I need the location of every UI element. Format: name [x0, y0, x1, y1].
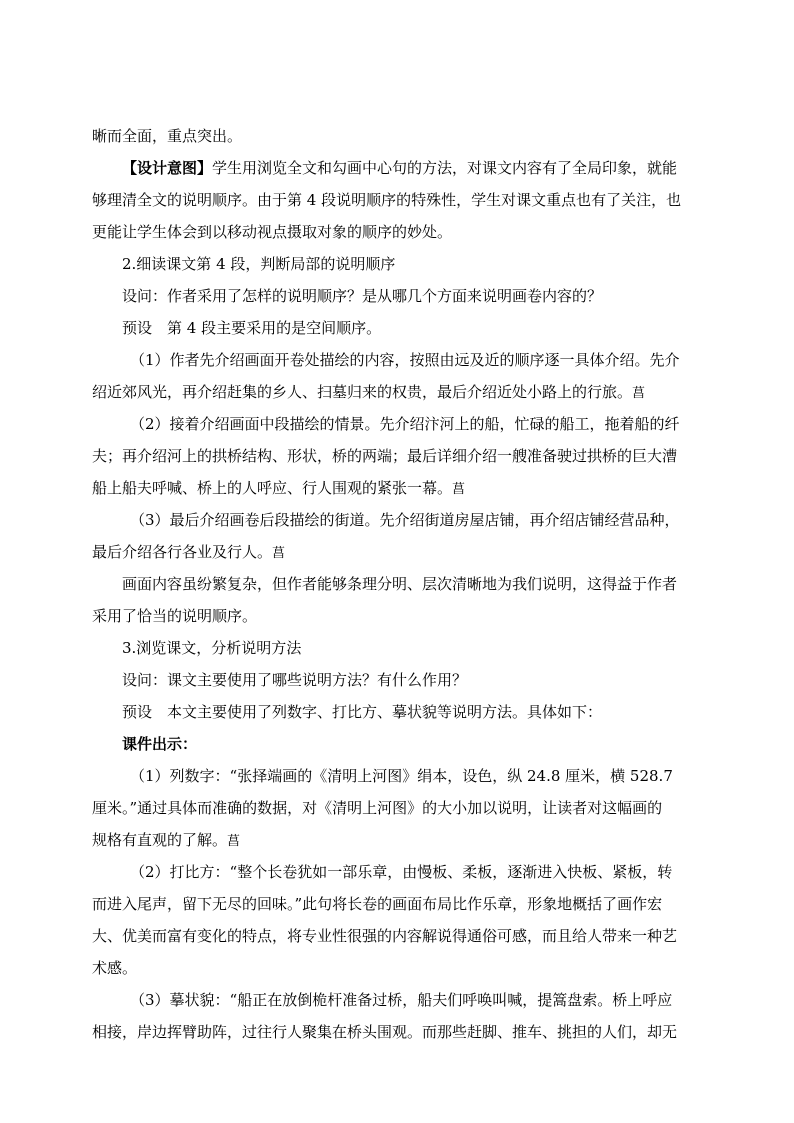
- paragraph-line: （2）接着介绍画面中段描绘的情景。先介绍汴河上的船，忙碌的船工，拖着船的纤: [130, 415, 680, 433]
- stray-mark: 菖: [227, 834, 241, 849]
- paragraph-text: 学生用浏览全文和勾画中心句的方法，对课文内容有了全局印象，就能: [212, 159, 678, 177]
- paragraph-line: 采用了恰当的说明顺序。: [92, 607, 258, 625]
- paragraph-line: 而进入尾声，留下无尽的回味。”此句将长卷的画面布局比作乐章，形象地概括了画作宏: [92, 895, 663, 913]
- paragraph-text: 绍近郊风光，再介绍赶集的乡人、扫墓归来的权贵，最后介绍近处小路上的行旅。: [92, 383, 633, 401]
- stray-mark: 菖: [632, 386, 646, 401]
- paragraph-line: 术感。: [92, 959, 138, 977]
- paragraph-line: 晰而全面，重点突出。: [92, 127, 243, 145]
- paragraph-line: 相接，岸边挥臂助阵，过往行人聚集在桥头围观。而那些赶脚、推车、挑担的人们，却无: [92, 1023, 678, 1041]
- answer-line: 预设 第 4 段主要采用的是空间顺序。: [122, 319, 382, 337]
- paragraph-line: 够理清全文的说明顺序。由于第 4 段说明顺序的特殊性，学生对课文重点也有了关注，也: [92, 191, 682, 209]
- paragraph-line: 大、优美而富有变化的特点，将专业性很强的内容解说得通俗可感，而且给人带来一种艺: [92, 927, 678, 945]
- paragraph-line: [92, 382, 645, 402]
- paragraph-line: [92, 830, 240, 850]
- stray-mark: 菖: [452, 482, 466, 497]
- question-line: 设问：作者采用了怎样的说明顺序？是从哪几个方面来说明画卷内容的？: [122, 287, 603, 305]
- paragraph-line: （3）最后介绍画卷后段描绘的街道。先介绍街道房屋店铺，再介绍店铺经营品种，: [130, 511, 680, 529]
- question-line: 设问：课文主要使用了哪些说明方法？有什么作用？: [122, 671, 468, 689]
- paragraph-text: 规格有直观的了解。: [92, 831, 228, 849]
- stray-mark: 菖: [272, 546, 286, 561]
- paragraph-line: [92, 542, 285, 562]
- paragraph-line: （1）列数字：“张择端画的《清明上河图》绢本，设色，纵 24.8 厘米，横 528.7: [130, 767, 673, 785]
- paragraph-line: 画面内容虽纷繁复杂，但作者能够条理分明、层次清晰地为我们说明，这得益于作者: [122, 575, 678, 593]
- courseware-heading: 课件出示：: [122, 735, 198, 753]
- paragraph-line: 夫；再介绍河上的拱桥结构、形状，桥的两端；最后详细介绍一艘准备驶过拱桥的巨大漕: [92, 447, 678, 465]
- paragraph-line: [122, 158, 677, 178]
- paragraph-line: 更能让学生体会到以移动视点摄取对象的顺序的妙处。: [92, 223, 453, 241]
- design-intent-heading: 【设计意图】: [122, 159, 213, 177]
- paragraph-text: 最后介绍各行各业及行人。: [92, 543, 273, 561]
- paragraph-line: （3）摹状貌：“船正在放倒桅杆准备过桥，船夫们呼唤叫喊，提篙盘索。桥上呼应: [130, 991, 673, 1009]
- answer-line: 预设 本文主要使用了列数字、打比方、摹状貌等说明方法。具体如下：: [122, 703, 603, 721]
- paragraph-line: （1）作者先介绍画面开卷处描绘的内容，按照由远及近的顺序逐一具体介绍。先介: [130, 351, 680, 369]
- paragraph-text: 船上船夫呼喊、桥上的人呼应、行人围观的紧张一幕。: [92, 479, 453, 497]
- paragraph-line: [92, 478, 465, 498]
- paragraph-line: 厘米。”通过具体而准确的数据，对《清明上河图》的大小加以说明，让读者对这幅画的: [92, 799, 663, 817]
- section-heading: 2.细读课文第 4 段，判断局部的说明顺序: [122, 255, 396, 273]
- paragraph-line: （2）打比方：“整个长卷犹如一部乐章，由慢板、柔板，逐渐进入快板、紧板，转: [130, 863, 673, 881]
- section-heading: 3.浏览课文，分析说明方法: [122, 639, 302, 657]
